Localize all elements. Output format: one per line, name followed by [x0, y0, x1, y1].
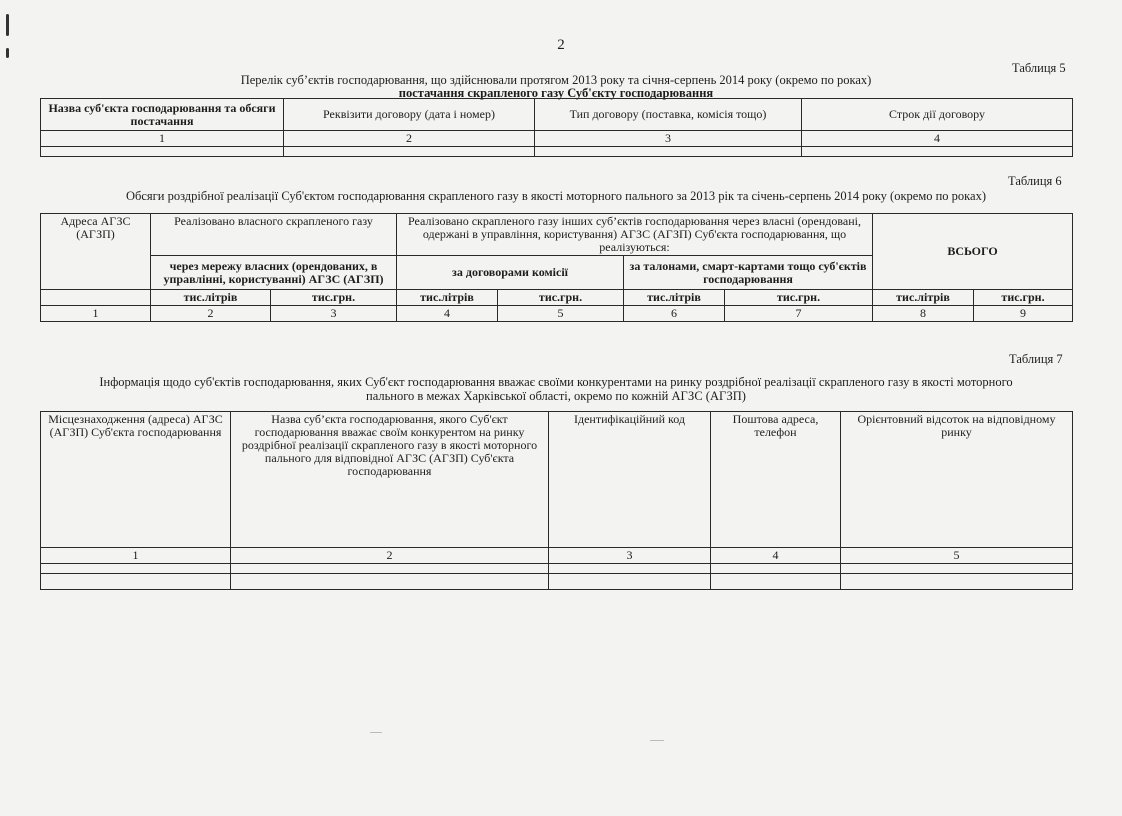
table6-header-others-gas: Реалізовано скрапленого газу інших суб’єктів господарювання через власні (орендовані, одержані в управління, користування) АГЗС (АГЗП) Суб'єкта господарювання, що реалізуються:	[397, 214, 873, 256]
table5-number-cell: 3	[535, 131, 802, 147]
scan-artifact-dash	[370, 732, 382, 733]
table6	[40, 213, 1073, 322]
table7-empty-cell	[549, 574, 711, 590]
table5-empty-cell	[535, 147, 802, 157]
table6-header-own-network: через мережу власних (орендованих, в управлінні, користуванні) АГЗС (АГЗП)	[151, 256, 397, 290]
table6-unit-empty	[41, 290, 151, 306]
table6-unit-uah: тис.грн.	[271, 290, 397, 306]
table6-number-cell: 9	[974, 306, 1073, 322]
table5-header-contract-type: Тип договору (поставка, комісія тощо)	[535, 99, 802, 131]
table5-empty-cell	[41, 147, 284, 157]
table5-number-cell: 2	[284, 131, 535, 147]
table7-empty-cell	[41, 564, 231, 574]
table6-number-cell: 6	[624, 306, 725, 322]
table6-number-cell: 8	[873, 306, 974, 322]
table7-empty-cell	[41, 574, 231, 590]
table7-empty-cell	[841, 574, 1073, 590]
table7-empty-cell	[841, 564, 1073, 574]
table6-header-address: Адреса АГЗС (АГЗП)	[41, 214, 151, 290]
table5-number-cell: 4	[802, 131, 1073, 147]
table7-empty-cell	[549, 564, 711, 574]
table6-unit-liters: тис.літрів	[624, 290, 725, 306]
table5-caption-line2: постачання скрапленого газу Суб'єкту господарювання	[398, 86, 714, 100]
table7-header-location: Місцезнаходження (адреса) АГЗС (АГЗП) Суб'єкта господарювання	[41, 412, 231, 548]
table7-header-market-share: Орієнтовний відсоток на відповідному ринку	[841, 412, 1073, 548]
table7-header-id-code: Ідентифікаційний код	[549, 412, 711, 548]
table6-unit-uah: тис.грн.	[498, 290, 624, 306]
table6-header-own-gas: Реалізовано власного скрапленого газу	[151, 214, 397, 256]
table7-header-postal-address: Поштова адреса, телефон	[711, 412, 841, 548]
scan-artifact-mark	[6, 14, 9, 36]
table7-empty-cell	[711, 574, 841, 590]
table6-number-cell: 3	[271, 306, 397, 322]
table6-unit-uah: тис.грн.	[974, 290, 1073, 306]
table6-label: Таблиця 6	[1008, 174, 1062, 188]
table5-header-contract-details: Реквізити договору (дата і номер)	[284, 99, 535, 131]
table6-unit-liters: тис.літрів	[873, 290, 974, 306]
table6-caption: Обсяги роздрібної реалізації Суб'єктом господарювання скрапленого газу в якості моторного пального за 2013 рік та січень-серпень 2014 року (окремо по роках)	[125, 189, 987, 203]
table6-number-cell: 4	[397, 306, 498, 322]
table6-number-cell: 1	[41, 306, 151, 322]
table6-unit-uah: тис.грн.	[725, 290, 873, 306]
table7-empty-cell	[231, 564, 549, 574]
page-number: 2	[557, 37, 565, 53]
table6-header-total: ВСЬОГО	[873, 214, 1073, 290]
table5-empty-cell	[284, 147, 535, 157]
table7-empty-cell	[711, 564, 841, 574]
table5-label: Таблиця 5	[1012, 61, 1066, 75]
table7-caption-line1: Інформація щодо суб'єктів господарювання, яких Суб'єкт господарювання вважає своїми конкурентами на ринку роздрібної реалізації скрапленого газу в якості моторного	[99, 375, 1013, 389]
table7-number-cell: 2	[231, 548, 549, 564]
table6-header-coupons: за талонами, смарт-картами тощо суб'єктів господарювання	[624, 256, 873, 290]
table7-empty-cell	[231, 574, 549, 590]
scan-artifact-dash	[650, 740, 664, 741]
table6-header-commission: за договорами комісії	[397, 256, 624, 290]
table6-number-cell: 7	[725, 306, 873, 322]
table7-caption-line2: пального в межах Харківської області, окремо по кожній АГЗС (АГЗП)	[366, 389, 746, 403]
table5	[40, 98, 1073, 157]
table7-header-competitor-name: Назва суб’єкта господарювання, якого Суб'єкт господарювання вважає своїм конкурентом на ринку роздрібної реалізації скрапленого газу в якості моторного пального для відповідної АГЗС (АГЗП) Суб'єкта господарювання	[231, 412, 549, 548]
table7-label: Таблиця 7	[1009, 352, 1063, 366]
table5-empty-cell	[802, 147, 1073, 157]
table7-number-cell: 1	[41, 548, 231, 564]
table5-header-supplier: Назва суб'єкта господарювання та обсяги постачання	[41, 99, 284, 131]
table7-number-cell: 3	[549, 548, 711, 564]
table7-number-cell: 4	[711, 548, 841, 564]
table7	[40, 411, 1073, 590]
table6-unit-liters: тис.літрів	[397, 290, 498, 306]
table6-number-cell: 2	[151, 306, 271, 322]
table5-caption-line1: Перелік суб’єктів господарювання, що здійснювали протягом 2013 року та січня-серпень 2014 року (окремо по роках)	[240, 73, 872, 87]
table7-number-cell: 5	[841, 548, 1073, 564]
table6-unit-liters: тис.літрів	[151, 290, 271, 306]
table5-header-contract-term: Строк дії договору	[802, 99, 1073, 131]
table5-number-cell: 1	[41, 131, 284, 147]
table6-number-cell: 5	[498, 306, 624, 322]
